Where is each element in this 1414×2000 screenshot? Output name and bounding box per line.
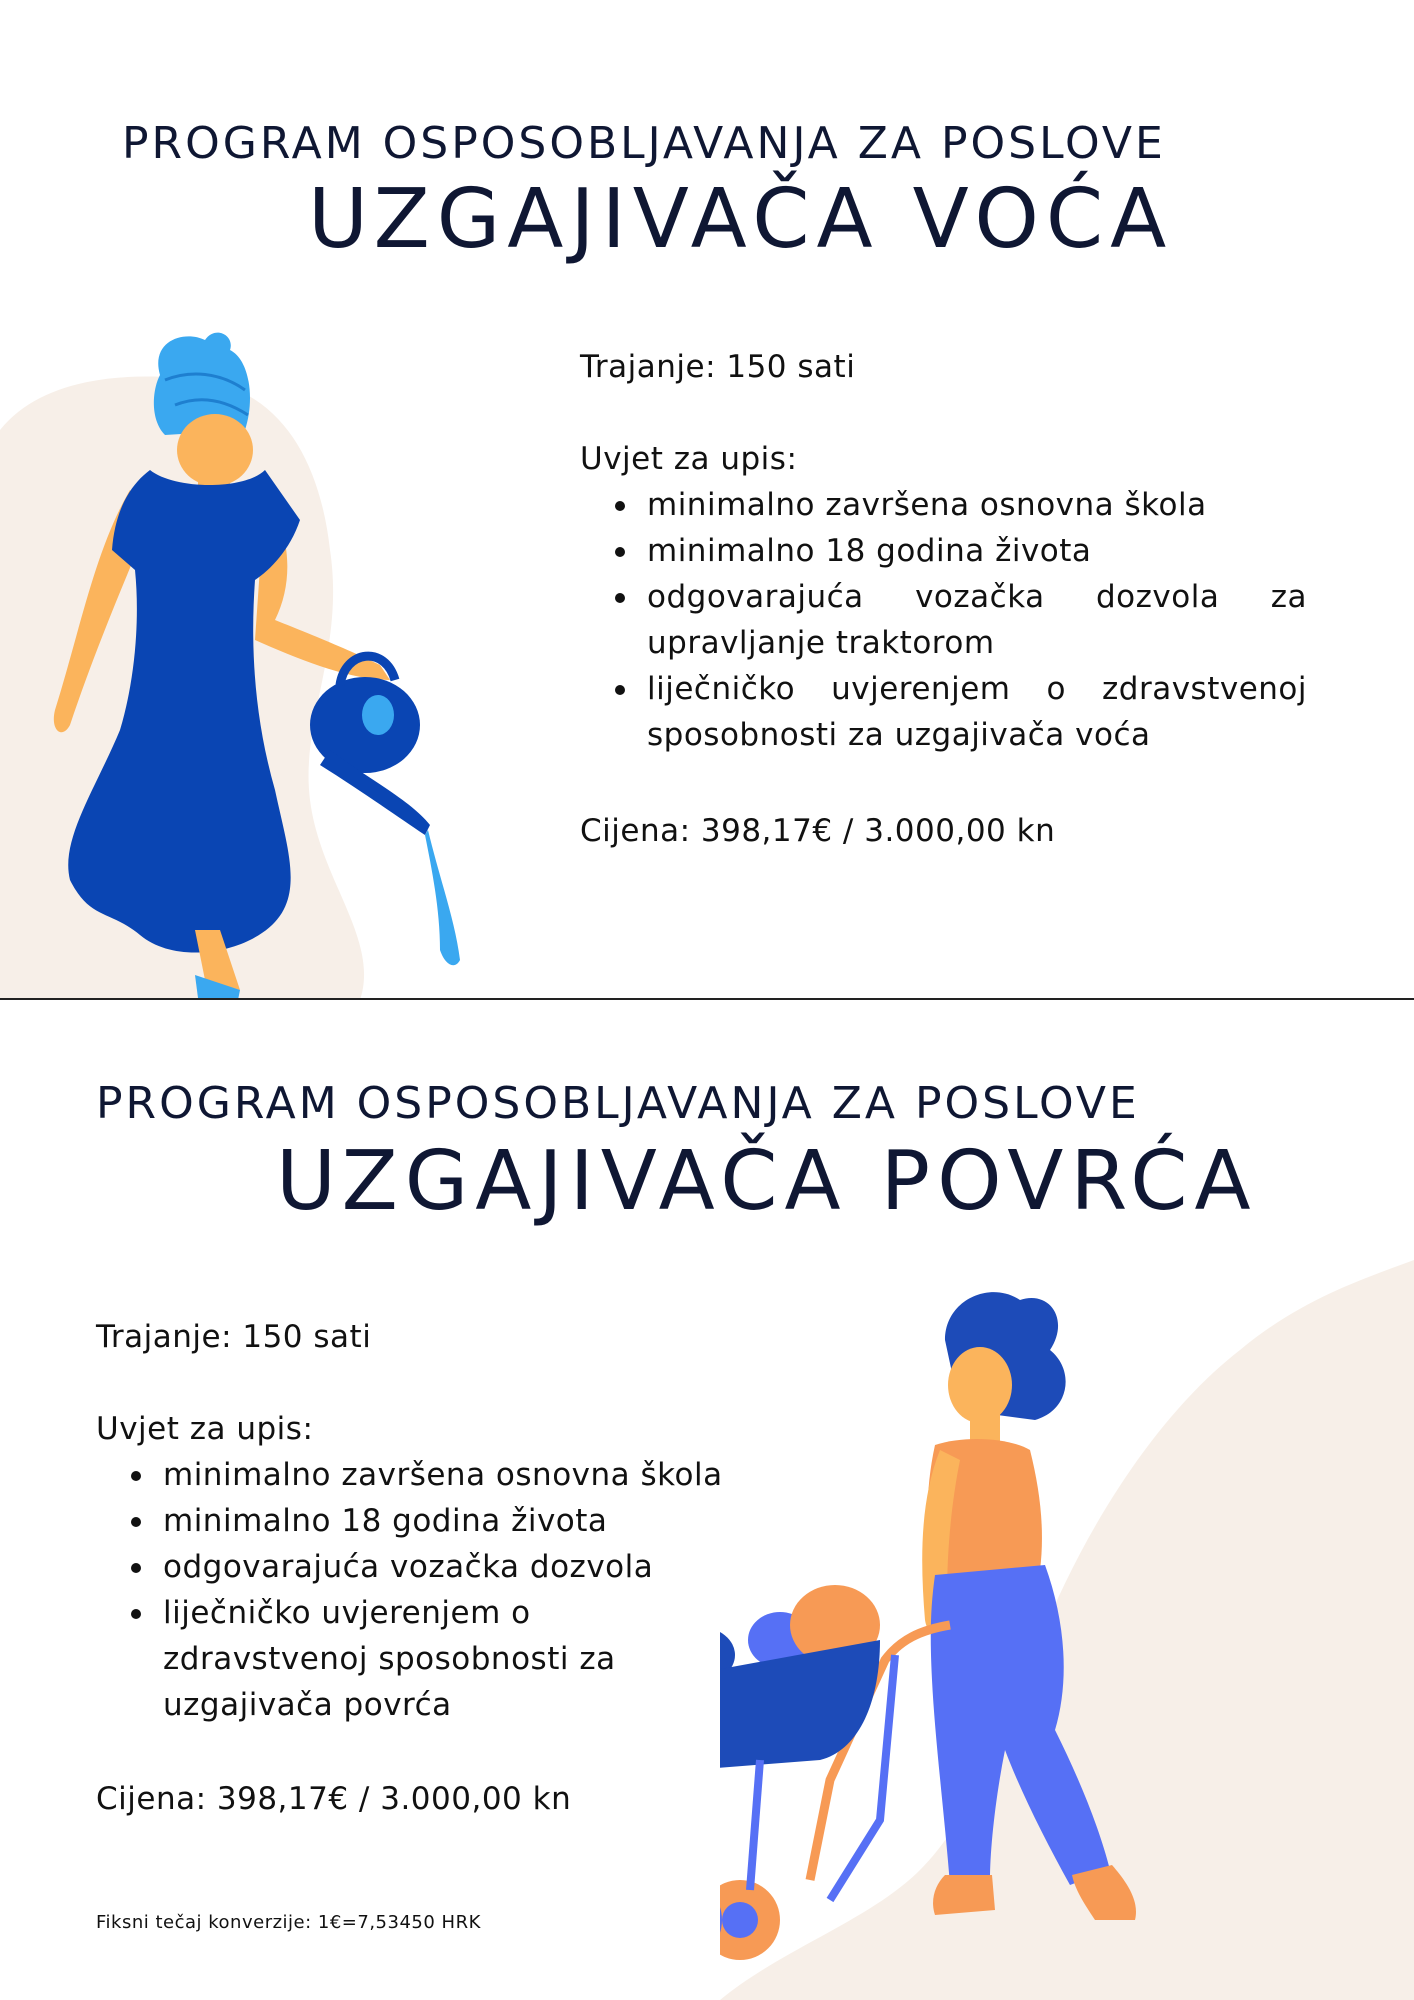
- list-item: [647, 482, 1307, 528]
- list-item: [647, 666, 1307, 758]
- requirement-text: minimalno 18 godina života: [647, 533, 1092, 569]
- woman-watering-can-illustration: [0, 320, 480, 1000]
- requirement-text: liječničko uvjerenjem o zdravstvenoj sposobnosti za uzgajivača voća: [647, 671, 1307, 753]
- section1-price: Cijena: 398,17€ / 3.000,00 kn: [580, 813, 1056, 849]
- section1-requirements-heading: Uvjet za upis:: [580, 441, 798, 477]
- list-item: [647, 528, 1307, 574]
- requirement-text: minimalno završena osnovna škola: [647, 487, 1207, 523]
- conversion-footnote: Fiksni tečaj konverzije: 1€=7,53450 HRK: [96, 1912, 481, 1933]
- section2-price: Cijena: 398,17€ / 3.000,00 kn: [96, 1781, 572, 1817]
- section1-title-big: UZGAJIVAČA VOĆA: [308, 172, 1174, 267]
- list-item: [163, 1498, 883, 1544]
- list-item: [647, 574, 1307, 666]
- list-item: [163, 1590, 883, 1728]
- list-item: [163, 1452, 883, 1498]
- section2-title-small: PROGRAM OSPOSOBLJAVANJA ZA POSLOVE: [96, 1078, 1140, 1129]
- section-divider: [0, 998, 1414, 1000]
- section1-requirements-list: [580, 482, 1307, 758]
- requirement-text: minimalno završena osnovna škola: [163, 1457, 723, 1493]
- section1-title-small: PROGRAM OSPOSOBLJAVANJA ZA POSLOVE: [122, 118, 1166, 169]
- section2-requirements-heading: Uvjet za upis:: [96, 1411, 314, 1447]
- requirement-text: odgovarajuća vozačka dozvola za upravljanje traktorom: [647, 579, 1307, 661]
- list-item: [163, 1544, 883, 1590]
- requirement-text: odgovarajuća vozačka dozvola: [163, 1549, 654, 1585]
- requirement-text: minimalno 18 godina života: [163, 1503, 608, 1539]
- section2-requirements-list: [96, 1452, 883, 1728]
- requirement-text: liječničko uvjerenjem o zdravstvenoj sposobnosti za uzgajivača povrća: [163, 1595, 616, 1723]
- section2-title-big: UZGAJIVAČA POVRĆA: [276, 1134, 1258, 1229]
- section1-duration: Trajanje: 150 sati: [580, 349, 856, 385]
- section2-duration: Trajanje: 150 sati: [96, 1319, 372, 1355]
